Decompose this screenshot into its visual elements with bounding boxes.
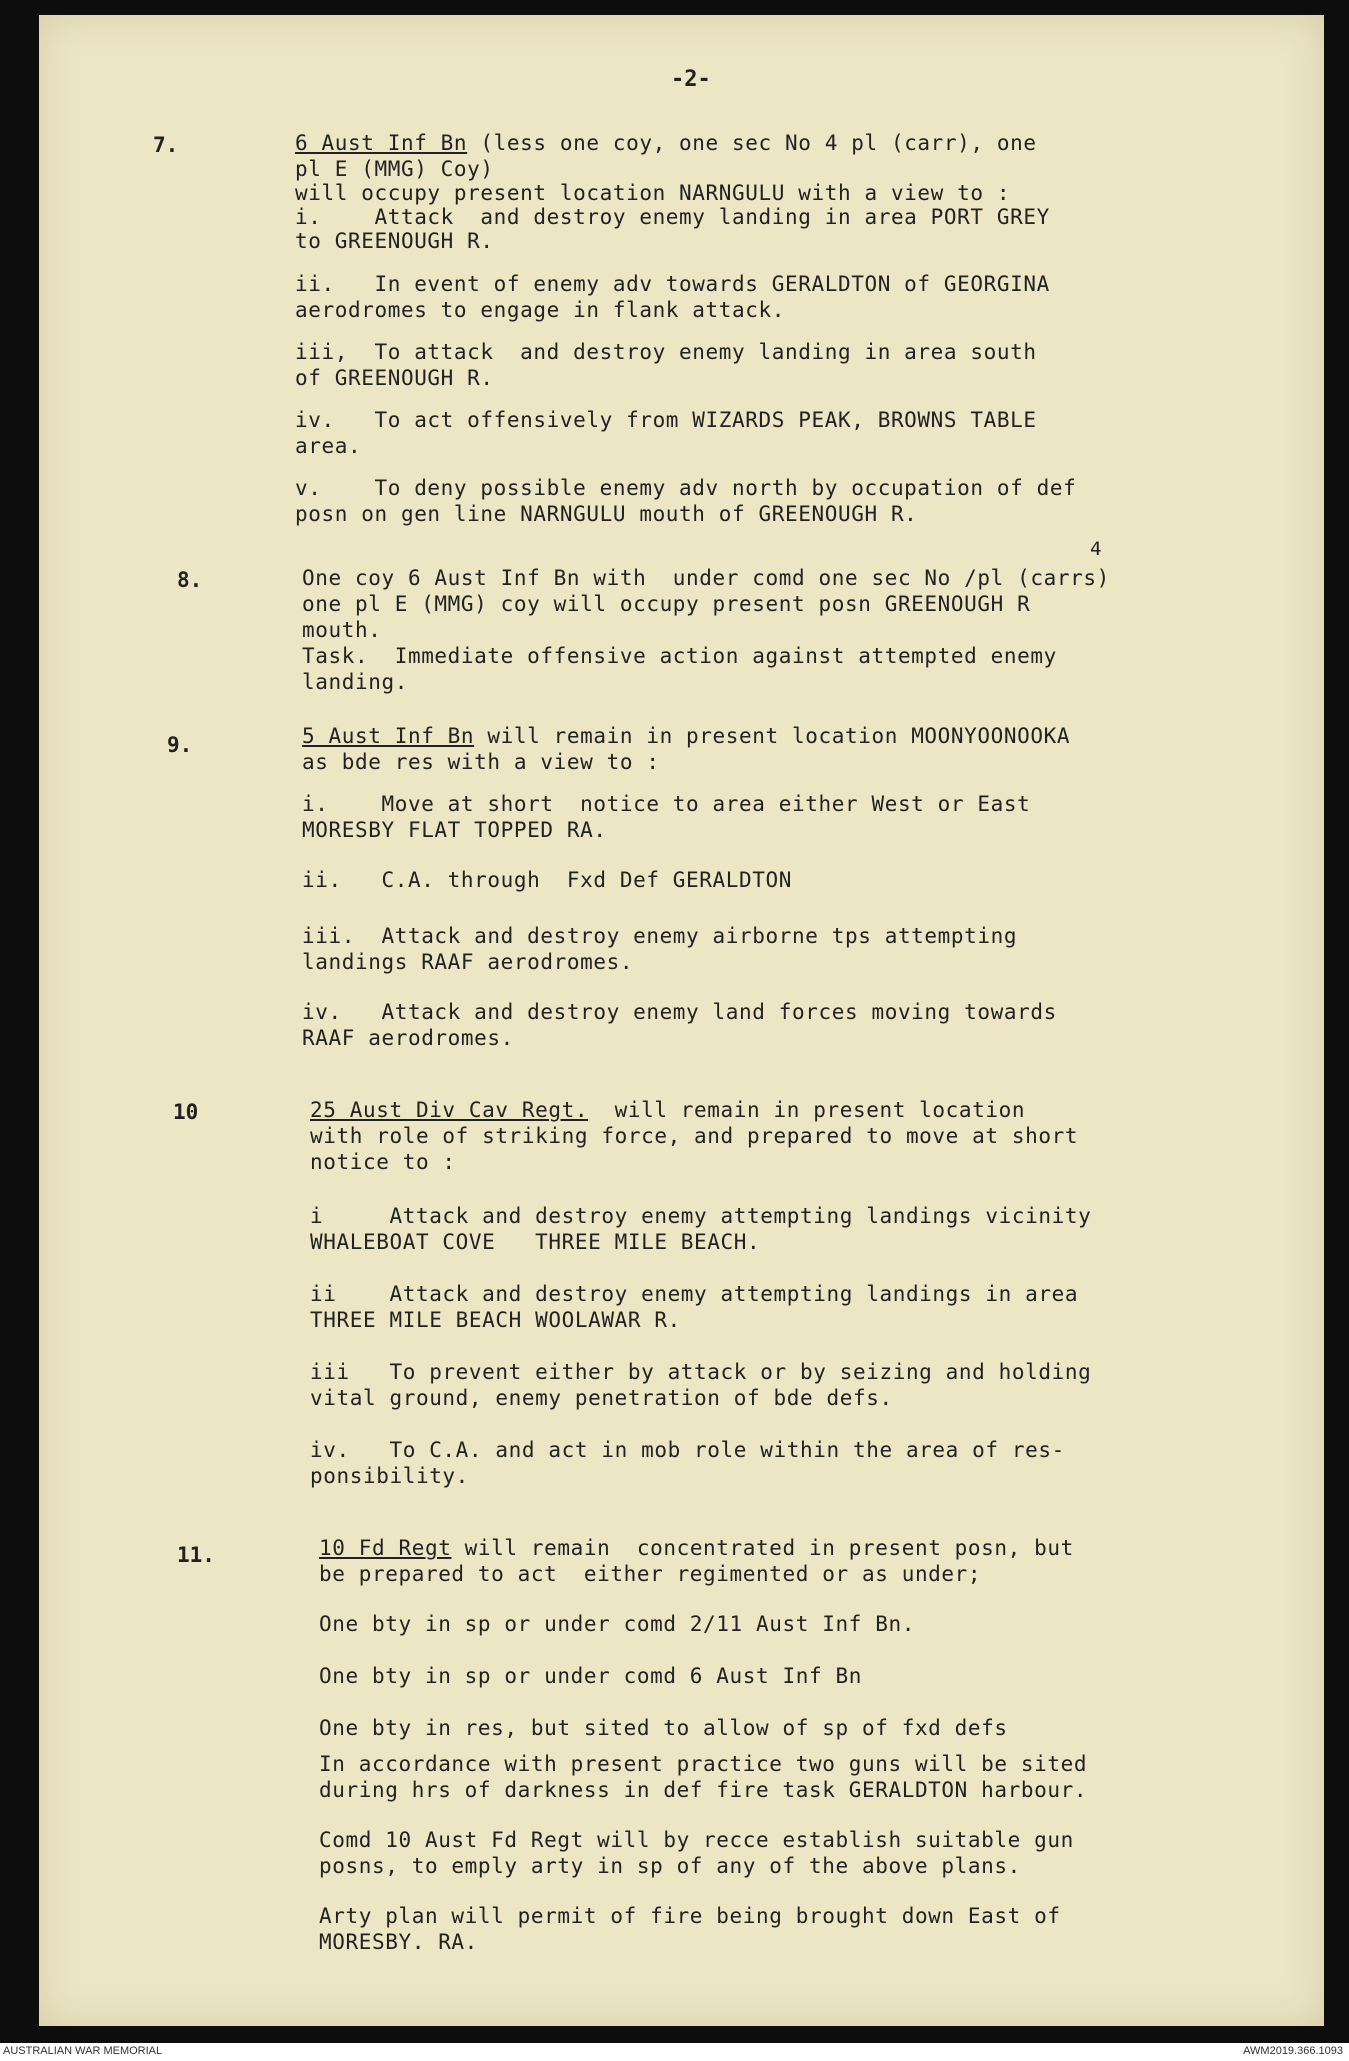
paragraph-7-line: iv. To act offensively from WIZARDS PEAK, BROWNS TABLE (295, 408, 1037, 432)
paragraph-9-line: landings RAAF aerodromes. (302, 950, 634, 974)
paragraph-11-line: One bty in sp or under comd 6 Aust Inf Bn (319, 1664, 862, 1688)
paragraph-7-line: ii. In event of enemy adv towards GERALDTON of GEORGINA (295, 272, 1050, 296)
paragraph-8-line: landing. (302, 670, 408, 694)
paragraph-number-11: 11. (177, 1543, 215, 1567)
paragraph-10-line: iv. To C.A. and act in mob role within the area of res- (310, 1438, 1065, 1462)
paragraph-9-line: i. Move at short notice to area either West or East (302, 792, 1031, 816)
document-page (39, 15, 1324, 2026)
paragraph-7-line: will occupy present location NARNGULU with a view to : (295, 181, 1011, 205)
footer-institution: AUSTRALIAN WAR MEMORIAL (3, 2045, 163, 2057)
paragraph-10-line: notice to : (310, 1150, 456, 1174)
paragraph-11-line: One bty in sp or under comd 2/11 Aust Inf Bn. (319, 1612, 915, 1636)
paragraph-11-line: MORESBY. RA. (319, 1930, 478, 1954)
paragraph-8-line: Task. Immediate offensive action against attempted enemy (302, 644, 1057, 668)
paragraph-7-heading: 6 Aust Inf Bn (295, 131, 468, 155)
paragraph-10-line: WHALEBOAT COVE THREE MILE BEACH. (310, 1230, 761, 1254)
paragraph-11-line: during hrs of darkness in def fire task GERALDTON harbour. (319, 1778, 1088, 1802)
footer-catalog-number: AWM2019.366.1093 (1243, 2045, 1343, 2057)
paragraph-7-line: iii, To attack and destroy enemy landing in area south (295, 340, 1037, 364)
paragraph-7-line: i. Attack and destroy enemy landing in area PORT GREY (295, 205, 1050, 229)
paragraph-9-line: RAAF aerodromes. (302, 1026, 514, 1050)
paragraph-9-line: MORESBY FLAT TOPPED RA. (302, 818, 607, 842)
paragraph-9-line: ii. C.A. through Fxd Def GERALDTON (302, 868, 792, 892)
paragraph-10-line: iii To prevent either by attack or by seizing and holding (310, 1360, 1092, 1384)
handwritten-annotation: 4 (1090, 538, 1102, 560)
paragraph-11-line: Arty plan will permit of fire being brought down East of (319, 1904, 1061, 1928)
paragraph-9-line: iv. Attack and destroy enemy land forces moving towards (302, 1000, 1057, 1024)
paragraph-11-line: be prepared to act either regimented or as under; (319, 1562, 982, 1586)
paragraph-8-line: One coy 6 Aust Inf Bn with under comd one sec No /pl (carrs) (302, 566, 1110, 590)
paragraph-8-line: mouth. (302, 618, 382, 642)
paragraph-10-line: i Attack and destroy enemy attempting landings vicinity (310, 1204, 1092, 1228)
paragraph-9-line-1: 5 Aust Inf Bn will remain in present location MOONYOONOOKA (302, 724, 1071, 748)
paragraph-7-line: posn on gen line NARNGULU mouth of GREENOUGH R. (295, 502, 918, 526)
paragraph-7-line: pl E (MMG) Coy) (295, 157, 494, 181)
paragraph-11-line: Comd 10 Aust Fd Regt will by recce establish suitable gun (319, 1828, 1074, 1852)
paragraph-10-heading: 25 Aust Div Cav Regt. (310, 1098, 589, 1122)
paragraph-7-line: of GREENOUGH R. (295, 366, 494, 390)
paragraph-number-7: 7. (153, 133, 179, 157)
paragraph-11-line-1: 10 Fd Regt will remain concentrated in present posn, but (319, 1536, 1074, 1560)
paragraph-7-line: aerodromes to engage in flank attack. (295, 298, 785, 322)
paragraph-10-line: ii Attack and destroy enemy attempting landings in area (310, 1282, 1079, 1306)
paragraph-11-line: posns, to emply arty in sp of any of the above plans. (319, 1854, 1021, 1878)
paragraph-number-8: 8. (177, 568, 203, 592)
paragraph-11-heading: 10 Fd Regt (319, 1536, 452, 1560)
paragraph-10-line: THREE MILE BEACH WOOLAWAR R. (310, 1308, 681, 1332)
paragraph-7-line: v. To deny possible enemy adv north by occupation of def (295, 476, 1077, 500)
paragraph-number-10: 10 (173, 1100, 199, 1124)
paragraph-10-line: vital ground, enemy penetration of bde defs. (310, 1386, 893, 1410)
paragraph-10-line: ponsibility. (310, 1464, 469, 1488)
archive-footer (0, 2043, 1349, 2061)
page-number: -2- (671, 67, 711, 92)
paragraph-7-line: to GREENOUGH R. (295, 229, 494, 253)
paragraph-11-line: In accordance with present practice two guns will be sited (319, 1752, 1088, 1776)
paragraph-number-9: 9. (167, 733, 193, 757)
paragraph-8-line: one pl E (MMG) coy will occupy present posn GREENOUGH R (302, 592, 1031, 616)
paragraph-10-line: with role of striking force, and prepared to move at short (310, 1124, 1079, 1148)
paragraph-10-line-1: 25 Aust Div Cav Regt. will remain in present location (310, 1098, 1026, 1122)
paragraph-7-line: area. (295, 434, 362, 458)
paragraph-11-line: One bty in res, but sited to allow of sp of fxd defs (319, 1716, 1008, 1740)
paragraph-9-line: iii. Attack and destroy enemy airborne tps attempting (302, 924, 1018, 948)
paragraph-9-line: as bde res with a view to : (302, 750, 660, 774)
paragraph-9-heading: 5 Aust Inf Bn (302, 724, 475, 748)
paragraph-7-line-1: 6 Aust Inf Bn (less one coy, one sec No 4 pl (carr), one (295, 131, 1037, 155)
